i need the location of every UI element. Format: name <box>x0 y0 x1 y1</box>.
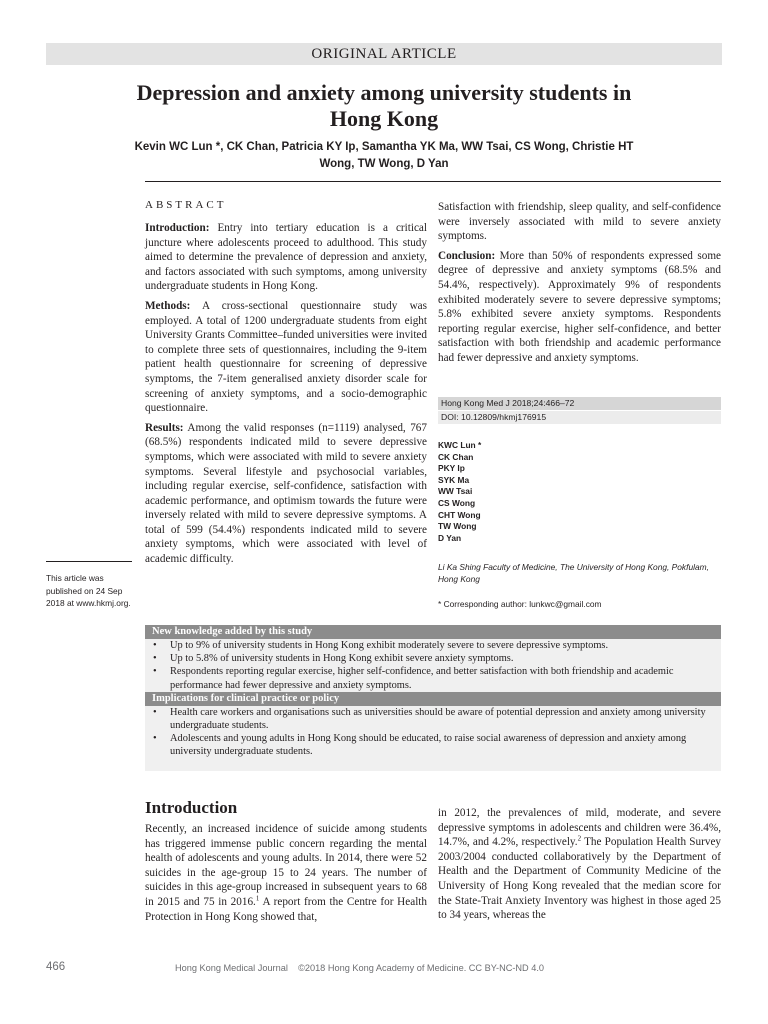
footer-journal: Hong Kong Medical Journal ©2018 Hong Kong Academy of Medicine. CC BY-NC-ND 4.0 <box>175 963 545 973</box>
paragraph-text: A report from the Centre for Health Protection in Hong Kong showed that, <box>145 895 428 923</box>
key-messages-box <box>145 625 721 771</box>
conclusion-label: Conclusion: <box>438 249 496 262</box>
list-item <box>145 652 721 665</box>
corresponding-author[interactable]: * Corresponding author: lunkwc@gmail.com <box>438 599 602 609</box>
bullet-icon: • <box>153 706 157 718</box>
abstract-left-column <box>145 221 427 572</box>
bullet-icon: • <box>153 640 157 651</box>
conclusion-text: More than 50% of respondents expressed some degree of depressive and anxiety symptoms (68.5% and 54.4%, respectively). Approximately 9% of respondents exhibited moderately severe to severe depressive symptoms; 5.8% exhibited severe anxiety symptoms. Respondents reporting regular exercise, higher self-confidence, and better satisfaction with both friendship and academic performance had fewer depressive and anxiety symptoms. <box>438 249 721 364</box>
results-continued: Satisfaction with friendship, sleep quality, and self-confidence were inversely associated with mild to severe anxiety symptoms. <box>438 201 721 243</box>
paragraph-text: Recently, an increased incidence of suicide among students has triggered immense public concern regarding the mental health of adolescents and young adults. In 2014, there were 52 suicides in the age-group 15 to 24 years. The number of suicides in this age-group increased in subsequent years to 68 in 2015 and 75 in 2016. <box>145 823 427 908</box>
doi-link[interactable]: DOI: 10.12809/hkmj176915 <box>438 411 721 424</box>
list-item-text: Respondents reporting regular exercise, higher self-confidence, and better satisfaction with both friendship and academic performance had fewer depressive and anxiety symptoms. <box>170 666 674 691</box>
abstract-conclusion <box>438 249 721 366</box>
list-item-text: Up to 9% of university students in Hong Kong exhibit moderately severe to severe depressive symptoms. <box>170 640 609 651</box>
author-name: CHT Wong <box>438 509 481 520</box>
abstract-results <box>145 421 427 567</box>
introduction-left-column <box>145 822 427 929</box>
author-list <box>438 440 481 544</box>
list-item-text: Up to 5.8% of university students in Hong Kong exhibit severe anxiety symptoms. <box>170 653 514 665</box>
side-note-divider <box>46 561 132 562</box>
introduction-label: Introduction: <box>145 222 210 234</box>
results-text: Among the valid responses (n=1119) analysed, 767 (68.5%) respondents indicated mild to severe depressive symptoms, which were associated with mild to severe anxiety symptoms. Several lifestyle and psychosocial variables, including regular exercise, self-confidence, satisfaction with academic performance, and optimism towards the future were inversely related with mild to severe depressive symptoms. A total of 599 (54.4%) respondents indicated mild to severe anxiety symptoms, which were associated with level of academic difficulty. <box>145 421 427 566</box>
methods-text: A cross-sectional questionnaire study was employed. A total of 1200 undergraduate students from eight University Grants Committee–funded universities were invited to complete three sets of questionnaires, including the 9-item patient health questionnaire for screening of depressive symptoms, the 7-item generalised anxiety disorder scale for screening of anxiety symptoms, and a socio-demographic questionnaire. <box>145 299 427 415</box>
author-name: CS Wong <box>438 497 476 508</box>
paragraph-text: The Population Health Survey 2003/2004 conducted collaboratively by the Department of Health and the Department of Community Medicine of the University of Hong Kong revealed that the median score for the State-Trait Anxiety Inventory was highest in those aged 25 to 34 years, whereas the <box>438 836 722 922</box>
list-item <box>145 639 721 652</box>
author-name: PKY Ip <box>438 463 465 474</box>
author-name: TW Wong <box>438 521 477 532</box>
new-knowledge-heading: New knowledge added by this study <box>145 625 721 639</box>
section-header: ORIGINAL ARTICLE <box>46 43 722 65</box>
title-divider <box>145 181 721 182</box>
implications-list <box>145 706 721 759</box>
introduction-paragraph <box>438 806 721 923</box>
abstract-right-column <box>438 200 721 371</box>
author-name: KWC Lun * <box>438 440 482 450</box>
author-name: SYK Ma <box>438 474 470 485</box>
list-item <box>145 732 721 758</box>
article-title: Depression and anxiety among university students in Hong Kong <box>136 80 632 131</box>
implications-heading: Implications for clinical practice or policy <box>145 692 721 706</box>
paragraph-text: in 2012, the prevalences of mild, moderate, and severe depressive symptoms in adolescents and children were 36.4%, 14.7%, and 4.2%, respectively. <box>438 807 721 849</box>
list-item-text: Adolescents and young adults in Hong Kong should be educated, to raise social awareness of depression and anxiety among university undergraduate students. <box>170 733 687 758</box>
new-knowledge-list <box>145 639 721 692</box>
journal-citation: Hong Kong Med J 2018;24:466–72 <box>438 397 721 410</box>
author-byline: Kevin WC Lun *, CK Chan, Patricia KY Ip, Samantha YK Ma, WW Tsai, CS Wong, Christie HT Wong, TW Wong, D Yan <box>134 141 634 170</box>
page-number: 466 <box>46 961 66 973</box>
list-item-text: Health care workers and organisations such as universities should be aware of potential depression and anxiety among university undergraduate students. <box>170 706 706 732</box>
bullet-icon: • <box>153 666 157 678</box>
methods-label: Methods: <box>145 299 191 312</box>
publication-note: This article was published on 24 Sep 2018 at www.hkmj.org. <box>46 573 131 608</box>
affiliation: Li Ka Shing Faculty of Medicine, The University of Hong Kong, Pokfulam, Hong Kong <box>438 562 709 584</box>
citation-block <box>438 397 721 424</box>
bullet-icon: • <box>153 653 157 665</box>
results-label: Results: <box>145 421 184 434</box>
author-name: CK Chan <box>438 451 474 462</box>
list-item <box>145 665 721 691</box>
introduction-text: Entry into tertiary education is a critical juncture where adolescents proceed to adulthood. This study aimed to determine the prevalence of depression and anxiety, and factors associated with such symptoms, among university undergraduate students in Hong Kong. <box>145 222 427 293</box>
abstract-introduction <box>145 221 427 294</box>
bullet-icon: • <box>153 733 157 745</box>
introduction-heading: Introduction <box>145 798 238 817</box>
introduction-paragraph <box>145 822 427 924</box>
author-name: WW Tsai <box>438 486 473 497</box>
author-name: D Yan <box>438 532 462 543</box>
introduction-right-column <box>438 806 721 928</box>
reference-link[interactable]: 2 <box>577 834 582 843</box>
reference-link[interactable]: 1 <box>255 894 260 903</box>
abstract-methods <box>145 299 427 416</box>
list-item <box>145 706 721 732</box>
abstract-label: ABSTRACT <box>145 199 227 211</box>
